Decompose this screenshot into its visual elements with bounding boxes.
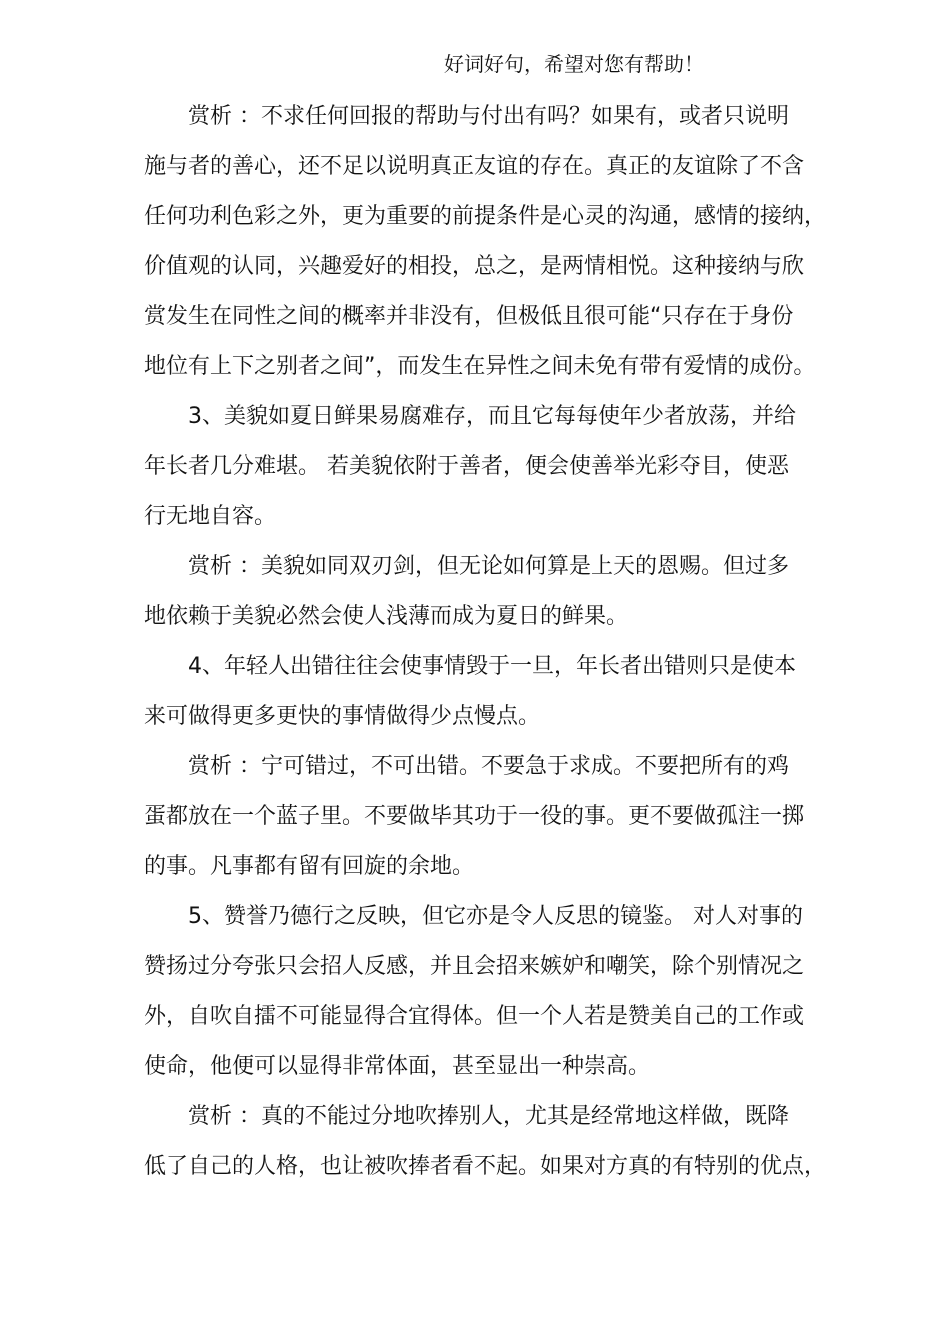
text-line: 蛋都放在一个蓝子里。不要做毕其功于一役的事。更不要做孤注一掷 — [144, 804, 805, 829]
text-line: 赏析 ：美貌如同双刃剑，但无论如何算是上天的恩赐。但过多 — [188, 554, 789, 579]
text-line: 赏析 ：不求任何回报的帮助与付出有吗？如果有，或者只说明 — [188, 104, 789, 129]
text-line: 地位有上下之别者之间”，而发生在异性之间未免有带有爱情的成份。 — [144, 354, 816, 379]
text-line: 赏析 ：宁可错过，不可出错。不要急于求成。不要把所有的鸡 — [188, 754, 789, 779]
text-line: 年长者几分难堪。 若美貌依附于善者，便会使善举光彩夺目，使恶 — [144, 454, 789, 479]
text-line: 的事。凡事都有留有回旋的余地。 — [144, 854, 475, 879]
text-line: 赞扬过分夸张只会招人反感，并且会招来嫉妒和嘲笑，除个别情况之 — [144, 954, 805, 979]
text-line: 4、年轻人出错往往会使事情毁于一旦，年长者出错则只是使本 — [188, 654, 796, 679]
text-line: 赏发生在同性之间的概率并非没有，但极低且很可能“只存在于身份 — [144, 304, 794, 329]
text-line: 价值观的认同，兴趣爱好的相投，总之，是两情相悦。这种接纳与欣 — [144, 254, 805, 279]
text-line: 赏析 ：真的不能过分地吹捧别人，尤其是经常地这样做，既降 — [188, 1104, 789, 1129]
text-line: 行无地自容。 — [144, 504, 277, 529]
text-line: 外，自吹自擂不可能显得合宜得体。但一个人若是赞美自己的工作或 — [144, 1004, 805, 1029]
text-line: 5、赞誉乃德行之反映，但它亦是令人反思的镜鉴。 对人对事的 — [188, 904, 803, 929]
text-line: 使命，他便可以显得非常体面，甚至显出一种崇高。 — [144, 1054, 651, 1079]
text-line: 低了自己的人格，也让被吹捧者看不起。如果对方真的有特别的优点， — [144, 1154, 827, 1179]
text-line: 来可做得更多更快的事情做得少点慢点。 — [144, 704, 541, 729]
text-line: 3、美貌如夏日鲜果易腐难存，而且它每每使年少者放荡，并给 — [188, 404, 796, 429]
text-line: 地依赖于美貌必然会使人浅薄而成为夏日的鲜果。 — [144, 604, 629, 629]
text-line: 任何功利色彩之外，更为重要的前提条件是心灵的沟通，感情的接纳， — [144, 204, 827, 229]
page-header: 好词好句，希望对您有帮助！ — [444, 52, 704, 76]
text-line: 施与者的善心，还不足以说明真正友谊的存在。真正的友谊除了不含 — [144, 154, 805, 179]
